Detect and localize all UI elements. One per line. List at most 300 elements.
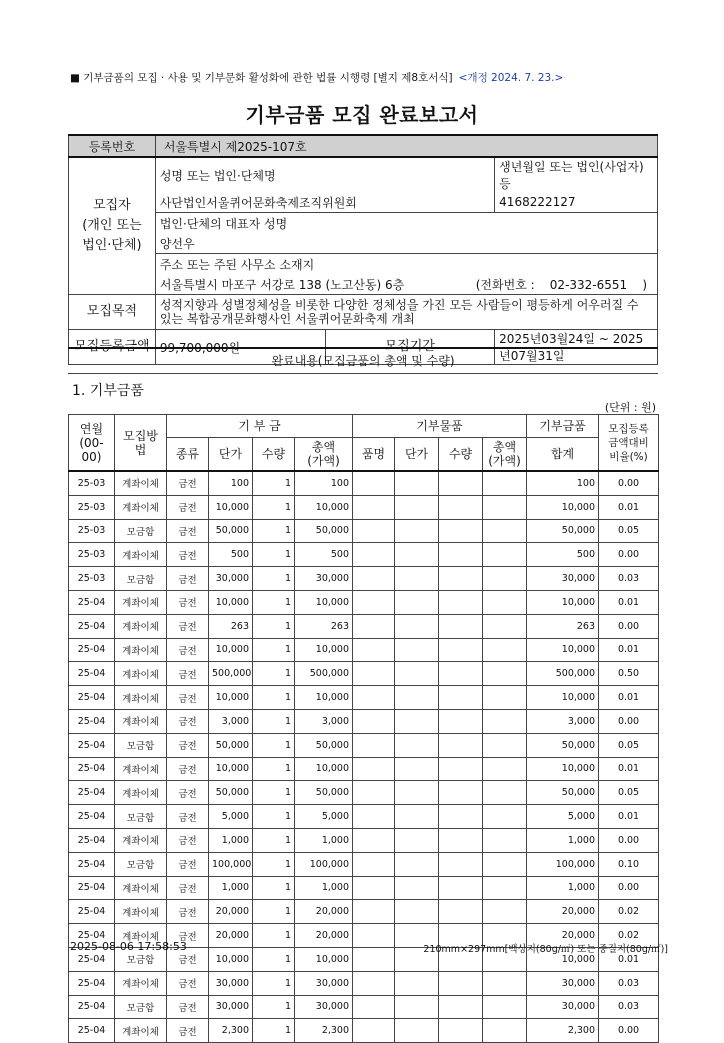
cell-gprice [395,471,439,495]
cell-price: 10,000 [209,686,253,710]
cell-ratio: 0.01 [599,638,659,662]
birth-value: 4168222127 [495,192,658,213]
col-ym-label: 연월 [79,421,104,436]
cell-ym: 25-04 [69,733,115,757]
cell-ratio: 0.02 [599,900,659,924]
table-row [69,590,659,614]
cell-ym: 25-04 [69,828,115,852]
cell-total: 500 [295,543,353,567]
cell-method: 계좌이체 [115,638,167,662]
cell-method: 모금함 [115,852,167,876]
cell-item [353,971,395,995]
table-row [69,709,659,733]
cell-kind: 금전 [167,971,209,995]
cell-price: 10,000 [209,947,253,971]
cell-total: 10,000 [295,495,353,519]
cell-sum: 10,000 [527,757,599,781]
phone-group [476,276,653,293]
cell-total: 10,000 [295,686,353,710]
cell-method: 계좌이체 [115,495,167,519]
cell-price: 3,000 [209,709,253,733]
cell-gtotal [483,662,527,686]
table-row [69,495,659,519]
cell-price: 100 [209,471,253,495]
cell-gtotal [483,543,527,567]
cell-qty: 1 [253,495,295,519]
cell-gtotal [483,614,527,638]
table-row [69,543,659,567]
col-sum: 합계 [527,438,599,472]
cell-ym: 25-04 [69,1019,115,1043]
cell-total: 100 [295,471,353,495]
cell-sum: 10,000 [527,686,599,710]
cell-item [353,471,395,495]
cell-method: 모금함 [115,567,167,591]
cell-method: 계좌이체 [115,757,167,781]
cell-kind: 금전 [167,686,209,710]
cell-kind: 금전 [167,924,209,948]
cell-gqty [439,519,483,543]
cell-method: 모금함 [115,733,167,757]
cell-gprice [395,614,439,638]
cell-kind: 금전 [167,995,209,1019]
cell-qty: 1 [253,519,295,543]
col-goods-total-l1: 총액 [492,440,517,454]
cell-ym: 25-03 [69,543,115,567]
cell-qty: 1 [253,757,295,781]
table-row [69,614,659,638]
completion-section-title: 완료내용(모집금품의 총액 및 수량) [68,347,658,374]
cell-ym: 25-04 [69,757,115,781]
cell-ym: 25-04 [69,852,115,876]
cell-gqty [439,638,483,662]
cell-price: 30,000 [209,995,253,1019]
cell-ym: 25-04 [69,947,115,971]
cell-gqty [439,686,483,710]
cell-ym: 25-04 [69,662,115,686]
cell-total: 2,300 [295,1019,353,1043]
cell-item [353,543,395,567]
subsection-title: 1. 기부금품 [72,383,144,399]
table-row [69,471,659,495]
cell-gtotal [483,995,527,1019]
cell-total: 1,000 [295,876,353,900]
cell-item [353,852,395,876]
cell-gtotal [483,733,527,757]
page-title: 기부금품 모집 완료보고서 [245,103,479,127]
col-total-l2: (가액) [307,454,340,468]
cell-gtotal [483,828,527,852]
cell-price: 10,000 [209,757,253,781]
cell-kind: 금전 [167,900,209,924]
cell-gprice [395,638,439,662]
col-ratio-l1: 모집등록 [608,422,649,435]
table-row [69,733,659,757]
cell-total: 30,000 [295,971,353,995]
cell-gprice [395,686,439,710]
cell-ym: 25-04 [69,995,115,1019]
cell-price: 100,000 [209,852,253,876]
cell-sum: 10,000 [527,590,599,614]
cell-gprice [395,971,439,995]
cell-gtotal [483,971,527,995]
donation-rows [69,471,659,1043]
cell-method: 모금함 [115,995,167,1019]
cell-gprice [395,805,439,829]
phone-value: 02-332-6551 [549,277,628,292]
cell-total: 50,000 [295,733,353,757]
cell-qty: 1 [253,1019,295,1043]
table-row [69,1019,659,1043]
col-total-l1: 총액 [311,440,336,454]
cell-total: 30,000 [295,567,353,591]
cell-gtotal [483,638,527,662]
cell-sum: 10,000 [527,947,599,971]
cell-total: 100,000 [295,852,353,876]
col-kind: 종류 [167,438,209,472]
cell-ratio: 0.05 [599,519,659,543]
cell-kind: 금전 [167,662,209,686]
cell-kind: 금전 [167,781,209,805]
cell-kind: 금전 [167,805,209,829]
cell-ym: 25-04 [69,614,115,638]
purpose-label: 모집목적 [69,295,156,330]
cell-gqty [439,876,483,900]
cell-price: 10,000 [209,495,253,519]
cell-gqty [439,471,483,495]
amount-value: 99,700,000원 [155,330,325,365]
cell-ratio: 0.01 [599,947,659,971]
cell-price: 50,000 [209,733,253,757]
cell-gqty [439,995,483,1019]
cell-kind: 금전 [167,1019,209,1043]
cell-method: 계좌이체 [115,543,167,567]
cell-sum: 100,000 [527,852,599,876]
cell-gqty [439,852,483,876]
cell-kind: 금전 [167,543,209,567]
cell-kind: 금전 [167,947,209,971]
address-row [155,274,657,295]
cell-ym: 25-04 [69,590,115,614]
col-ratio-l2: 금액대비 [608,436,649,449]
table-row [69,757,659,781]
cell-item [353,614,395,638]
cell-gprice [395,495,439,519]
cell-sum: 500,000 [527,662,599,686]
table-row [69,781,659,805]
cell-kind: 금전 [167,757,209,781]
period-value: 2025년03월24일 ~ 2025년07월31일 [495,330,658,365]
cell-method: 계좌이체 [115,1019,167,1043]
cell-qty: 1 [253,567,295,591]
col-item: 품명 [353,438,395,472]
cell-price: 30,000 [209,567,253,591]
col-goods-unit-price: 단가 [395,438,439,472]
cell-qty: 1 [253,662,295,686]
cell-price: 1,000 [209,876,253,900]
cell-gtotal [483,590,527,614]
cell-gtotal [483,471,527,495]
cell-qty: 1 [253,709,295,733]
cell-ratio: 0.03 [599,971,659,995]
cell-ratio: 0.50 [599,662,659,686]
table-row [69,519,659,543]
cell-total: 5,000 [295,805,353,829]
cell-item [353,805,395,829]
col-ratio [599,415,659,472]
cell-gtotal [483,709,527,733]
registration-number-label: 등록번호 [69,135,156,157]
cell-gtotal [483,567,527,591]
cell-ym: 25-04 [69,709,115,733]
cell-sum: 10,000 [527,495,599,519]
cell-gtotal [483,1019,527,1043]
cell-gprice [395,1019,439,1043]
cell-gprice [395,900,439,924]
cell-ratio: 0.01 [599,757,659,781]
table-row [69,638,659,662]
cell-kind: 금전 [167,614,209,638]
cell-gqty [439,828,483,852]
col-goods-total-l2: (가액) [488,454,521,468]
cell-gprice [395,995,439,1019]
cell-gtotal [483,852,527,876]
col-goods-qty: 수량 [439,438,483,472]
birth-label: 생년월일 또는 법인(사업자)등 [495,157,658,192]
cell-ratio: 0.00 [599,543,659,567]
cell-item [353,1019,395,1043]
cell-gprice [395,662,439,686]
cell-method: 계좌이체 [115,471,167,495]
cell-ym: 25-03 [69,519,115,543]
cell-method: 계좌이체 [115,590,167,614]
cell-gprice [395,543,439,567]
cell-total: 10,000 [295,590,353,614]
cell-gprice [395,781,439,805]
cell-method: 계좌이체 [115,971,167,995]
cell-sum: 50,000 [527,519,599,543]
cell-kind: 금전 [167,590,209,614]
cell-gtotal [483,519,527,543]
cell-total: 20,000 [295,924,353,948]
cell-sum: 50,000 [527,733,599,757]
cell-total: 263 [295,614,353,638]
col-goods-total [483,438,527,472]
col-group-total: 기부금품 [527,415,599,438]
name-label: 성명 또는 법인·단체명 [155,157,494,192]
cell-gprice [395,876,439,900]
cell-gprice [395,852,439,876]
cell-ratio: 0.00 [599,709,659,733]
cell-sum: 100 [527,471,599,495]
cell-price: 20,000 [209,924,253,948]
cell-qty: 1 [253,995,295,1019]
cell-gprice [395,828,439,852]
cell-gqty [439,567,483,591]
cell-ym: 25-03 [69,495,115,519]
cell-sum: 2,300 [527,1019,599,1043]
cell-ratio: 0.01 [599,686,659,710]
cell-gprice [395,567,439,591]
cell-sum: 30,000 [527,995,599,1019]
cell-price: 1,000 [209,828,253,852]
col-ym [69,415,115,472]
col-total [295,438,353,472]
table-row [69,900,659,924]
cell-ym: 25-04 [69,638,115,662]
cell-qty: 1 [253,876,295,900]
cell-method: 모금함 [115,519,167,543]
cell-gqty [439,757,483,781]
cell-price: 20,000 [209,900,253,924]
recruiter-label [69,157,156,295]
cell-gprice [395,519,439,543]
col-group-goods: 기부물품 [353,415,527,438]
cell-total: 10,000 [295,947,353,971]
cell-qty: 1 [253,733,295,757]
cell-ratio: 0.01 [599,495,659,519]
cell-total: 30,000 [295,995,353,1019]
table-row [69,567,659,591]
table-row [69,876,659,900]
cell-ym: 25-03 [69,567,115,591]
table-row [69,662,659,686]
cell-ratio: 0.10 [599,852,659,876]
cell-ratio: 0.05 [599,781,659,805]
cell-gqty [439,590,483,614]
representative-value: 양선우 [155,233,657,254]
cell-gqty [439,543,483,567]
cell-ym: 25-04 [69,900,115,924]
cell-qty: 1 [253,852,295,876]
cell-item [353,662,395,686]
law-reference-note [70,70,563,85]
cell-gtotal [483,805,527,829]
col-method: 모집방법 [115,415,167,472]
recruiter-label-line3: 법인·단체) [82,238,142,253]
cell-qty: 1 [253,900,295,924]
cell-gtotal [483,757,527,781]
cell-gtotal [483,781,527,805]
cell-price: 2,300 [209,1019,253,1043]
cell-sum: 3,000 [527,709,599,733]
cell-price: 500 [209,543,253,567]
revision-date: <개정 2024. 7. 23.> [458,72,564,84]
recruiter-label-line2: (개인 또는 [82,218,142,233]
cell-kind: 금전 [167,828,209,852]
cell-ratio: 0.02 [599,924,659,948]
cell-qty: 1 [253,924,295,948]
cell-ratio: 0.00 [599,471,659,495]
cell-price: 500,000 [209,662,253,686]
print-timestamp: 2025-08-06 17:58:53 [70,940,187,953]
recruiter-label-line1: 모집자 [93,198,131,213]
cell-ratio: 0.00 [599,876,659,900]
cell-gtotal [483,686,527,710]
cell-gtotal [483,876,527,900]
cell-sum: 263 [527,614,599,638]
cell-gqty [439,781,483,805]
cell-ym: 25-04 [69,924,115,948]
cell-sum: 1,000 [527,876,599,900]
cell-gqty [439,733,483,757]
cell-item [353,638,395,662]
cell-total: 20,000 [295,900,353,924]
cell-gprice [395,757,439,781]
cell-item [353,900,395,924]
cell-gqty [439,1019,483,1043]
cell-method: 계좌이체 [115,900,167,924]
cell-qty: 1 [253,781,295,805]
cell-gprice [395,709,439,733]
amount-label: 모집등록금액 [69,330,156,365]
cell-item [353,757,395,781]
cell-qty: 1 [253,686,295,710]
cell-kind: 금전 [167,567,209,591]
cell-method: 계좌이체 [115,781,167,805]
cell-gqty [439,900,483,924]
table-row [69,828,659,852]
name-value: 사단법인서울퀴어문화축제조직위원회 [155,192,494,213]
cell-sum: 20,000 [527,924,599,948]
cell-sum: 30,000 [527,971,599,995]
cell-price: 10,000 [209,638,253,662]
cell-method: 모금함 [115,947,167,971]
cell-qty: 1 [253,947,295,971]
cell-kind: 금전 [167,709,209,733]
cell-kind: 금전 [167,852,209,876]
cell-item [353,567,395,591]
cell-sum: 1,000 [527,828,599,852]
cell-kind: 금전 [167,733,209,757]
col-qty: 수량 [253,438,295,472]
cell-total: 50,000 [295,519,353,543]
cell-item [353,519,395,543]
cell-qty: 1 [253,638,295,662]
cell-kind: 금전 [167,638,209,662]
cell-item [353,876,395,900]
cell-price: 30,000 [209,971,253,995]
cell-method: 계좌이체 [115,709,167,733]
cell-kind: 금전 [167,519,209,543]
cell-price: 5,000 [209,805,253,829]
cell-item [353,590,395,614]
cell-sum: 20,000 [527,900,599,924]
cell-qty: 1 [253,971,295,995]
cell-method: 계좌이체 [115,662,167,686]
registration-info-table [68,134,658,365]
col-ratio-l3: 비율(%) [609,450,648,463]
cell-gqty [439,971,483,995]
cell-ratio: 0.01 [599,805,659,829]
cell-ratio: 0.00 [599,614,659,638]
cell-ratio: 0.05 [599,733,659,757]
table-row [69,805,659,829]
cell-gtotal [483,900,527,924]
cell-price: 263 [209,614,253,638]
representative-label: 법인·단체의 대표자 성명 [155,213,657,234]
cell-method: 계좌이체 [115,686,167,710]
cell-item [353,733,395,757]
cell-qty: 1 [253,543,295,567]
law-note-text: ■ 기부금품의 모집 · 사용 및 기부문화 활성화에 관한 법률 시행령 [별지 제8호서식] [70,72,453,84]
cell-price: 50,000 [209,519,253,543]
phone-label: (전화번호 : [475,277,535,292]
cell-gprice [395,733,439,757]
cell-qty: 1 [253,614,295,638]
cell-total: 10,000 [295,638,353,662]
cell-method: 계좌이체 [115,924,167,948]
